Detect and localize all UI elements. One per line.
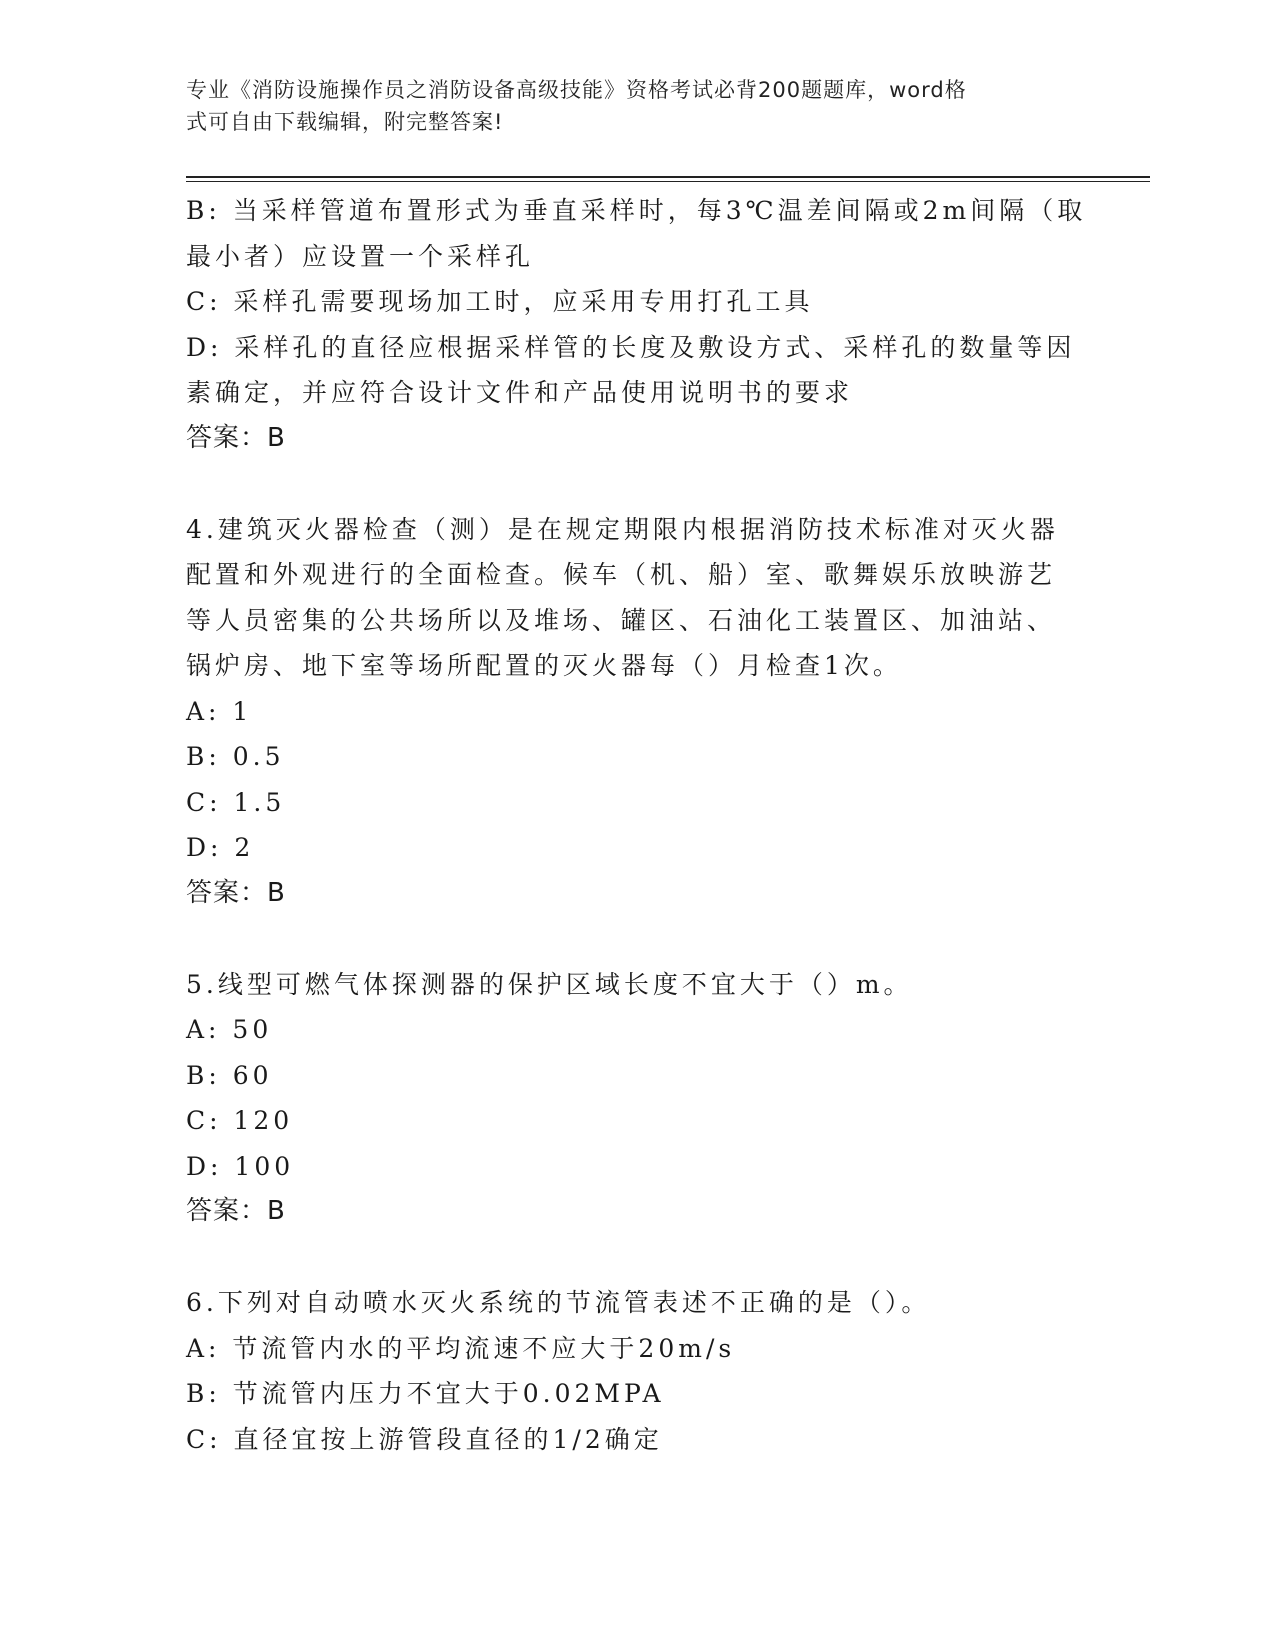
option-a: A: 1 bbox=[186, 696, 253, 726]
answer: 答案：B bbox=[186, 877, 286, 908]
document-header bbox=[186, 74, 1066, 138]
answer: 答案：B bbox=[186, 422, 286, 453]
question-5 bbox=[186, 962, 1086, 1235]
question-text-line-1: 4.建筑灭火器检查（测）是在规定期限内根据消防技术标准对灭火器 bbox=[186, 514, 1059, 544]
option-d-line-1: D: 采样孔的直径应根据采样管的长度及敷设方式、采样孔的数量等因 bbox=[186, 332, 1076, 362]
question-text-line-1: 6.下列对自动喷水灭火系统的节流管表述不正确的是（）。 bbox=[186, 1288, 931, 1317]
answer: 答案：B bbox=[186, 1196, 286, 1226]
option-b: B: 60 bbox=[186, 1060, 273, 1090]
header-rule-thick bbox=[186, 176, 1150, 178]
option-b: B: 节流管内压力不宜大于0.02MPA bbox=[186, 1379, 665, 1408]
spacer bbox=[186, 461, 1086, 507]
option-b: B: 0.5 bbox=[186, 742, 285, 771]
question-6 bbox=[186, 1280, 1086, 1462]
question-text-line-1: 5.线型可燃气体探测器的保护区域长度不宜大于（）m。 bbox=[186, 969, 913, 999]
spacer bbox=[186, 1235, 1086, 1281]
option-d-line-2: 素确定，并应符合设计文件和产品使用说明书的要求 bbox=[186, 378, 854, 407]
option-a: A: 50 bbox=[186, 1015, 273, 1044]
option-c: C: 直径宜按上游管段直径的1/2确定 bbox=[186, 1424, 663, 1454]
header-line-1: 专业《消防设施操作员之消防设备高级技能》资格考试必背200题题库，word格 bbox=[186, 78, 967, 102]
spacer bbox=[186, 916, 1086, 962]
option-b-line-1: B: 当采样管道布置形式为垂直采样时，每3℃温差间隔或2m间隔（取 bbox=[186, 196, 1087, 225]
question-content bbox=[186, 188, 1086, 1462]
option-a: A: 节流管内水的平均流速不应大于20m/s bbox=[186, 1333, 736, 1363]
question-text-line-3: 等人员密集的公共场所以及堆场、罐区、石油化工装置区、加油站、 bbox=[186, 605, 1057, 635]
question-4 bbox=[186, 507, 1086, 917]
previous-question bbox=[186, 188, 1086, 461]
question-text-line-2: 配置和外观进行的全面检查。候车（机、船）室、歌舞娱乐放映游艺 bbox=[186, 560, 1057, 589]
header-rule-thin bbox=[186, 181, 1150, 182]
option-c: C: 采样孔需要现场加工时，应采用专用打孔工具 bbox=[186, 287, 814, 316]
option-c: C: 120 bbox=[186, 1106, 294, 1135]
question-text-line-4: 锅炉房、地下室等场所配置的灭火器每（）月检查1次。 bbox=[186, 651, 902, 680]
option-d: D: 2 bbox=[186, 833, 255, 862]
option-d: D: 100 bbox=[186, 1151, 295, 1181]
option-c: C: 1.5 bbox=[186, 787, 286, 817]
header-line-2: 式可自由下载编辑，附完整答案! bbox=[186, 110, 504, 134]
option-b-line-2: 最小者）应设置一个采样孔 bbox=[186, 241, 535, 271]
